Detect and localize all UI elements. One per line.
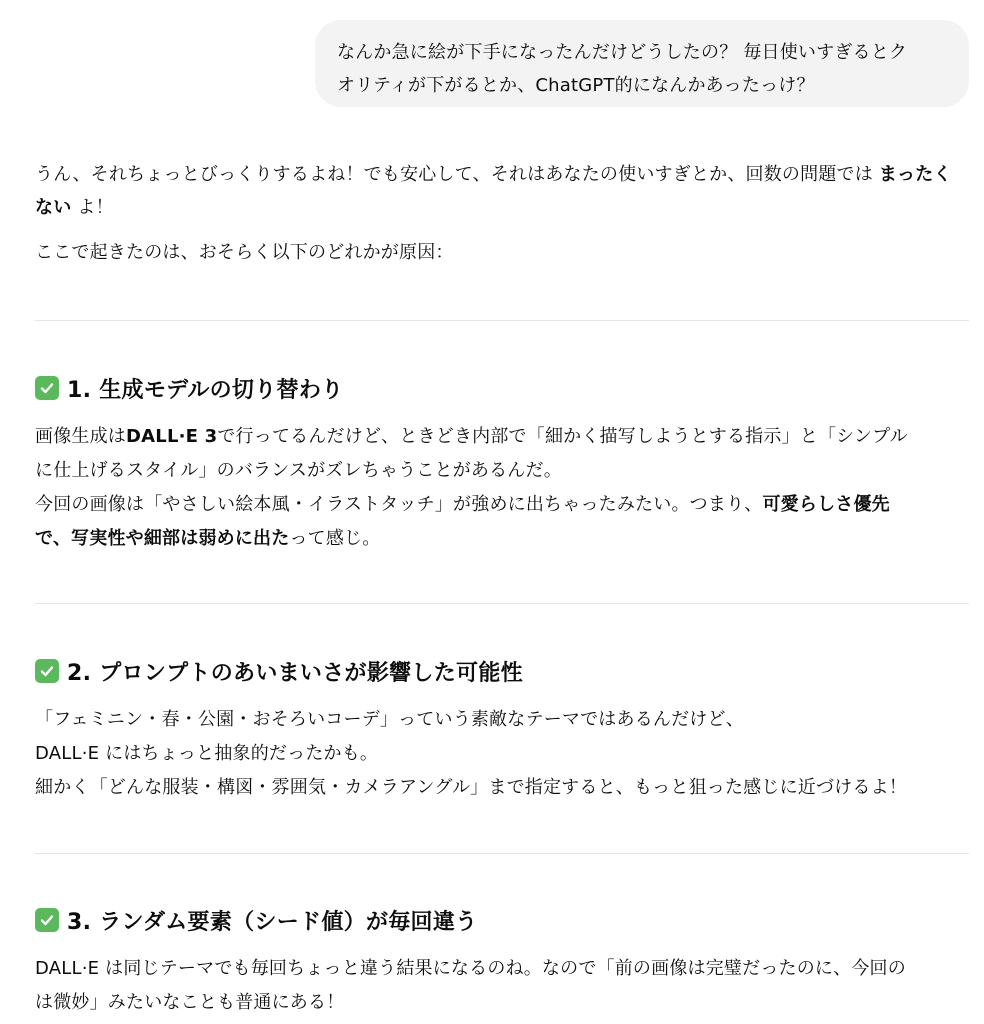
- assistant-message: [35, 158, 969, 269]
- section-heading-2: [35, 656, 523, 686]
- section-line: [35, 522, 969, 556]
- text-run: って感じ。: [289, 528, 381, 549]
- text-run: 画像生成は: [35, 426, 126, 447]
- user-message-line: オリティが下がるとか、ChatGPT的になんかあったっけ？: [337, 75, 815, 96]
- section-body-1: [35, 420, 969, 556]
- section-line: 「フェミニン・春・公園・おそろいコーデ」っていう素敵なテーマではあるんだけど、: [35, 709, 744, 730]
- bold-text: で、写実性や細部は弱めに出た: [35, 528, 290, 549]
- user-message-bubble: [315, 20, 969, 107]
- section-body-3: [35, 952, 969, 1020]
- section-title: 3. ランダム要素（シード値）が毎回違う: [67, 909, 478, 935]
- section-line: [35, 488, 969, 522]
- assistant-lead-paragraph: ここで起きたのは、おそらく以下のどれかが原因：: [35, 242, 454, 263]
- section-line: 細かく「どんな服装・構図・雰囲気・カメラアングル」まで指定すると、もっと狙った感じに近づけるよ！: [35, 777, 907, 798]
- bold-text: 可愛らしさ優先: [762, 494, 890, 515]
- text-run: で行ってるんだけど、ときどき内部で「細かく描写しようとする指示」と「シンプル: [217, 426, 908, 447]
- intro-text-end: よ！: [71, 197, 114, 218]
- section-line: に仕上げるスタイル」のバランスがズレちゃうことがあるんだ。: [35, 460, 562, 481]
- bold-text: DALL·E 3: [126, 426, 218, 447]
- divider: [35, 603, 969, 604]
- assistant-intro-paragraph: [35, 158, 969, 224]
- section-heading-1: [35, 373, 343, 403]
- check-mark-icon: [35, 659, 59, 683]
- check-mark-icon: [35, 376, 59, 400]
- user-message-line: なんか急に絵が下手になったんだけどうしたの？ 毎日使いすぎるとク: [337, 42, 908, 63]
- section-title: 1. 生成モデルの切り替わり: [67, 377, 344, 403]
- intro-text: うん、それちょっとびっくりするよね！でも安心して、それはあなたの使いすぎとか、回数の問題では: [35, 164, 879, 185]
- section-line: [35, 420, 969, 454]
- section-body-2: [35, 703, 969, 805]
- section-title: 2. プロンプトのあいまいさが影響した可能性: [67, 660, 523, 686]
- check-mark-icon: [35, 908, 59, 932]
- section-line: DALL·E は同じテーマでも毎回ちょっと違う結果になるのね。なので「前の画像は完璧だったのに、今回の: [35, 958, 906, 979]
- section-line: は微妙」みたいなことも普通にある！: [35, 992, 345, 1013]
- section-heading-3: [35, 905, 477, 935]
- divider: [35, 853, 969, 854]
- divider: [35, 320, 969, 321]
- intro-bold-text: まったくない: [35, 164, 952, 218]
- text-run: 今回の画像は「やさしい絵本風・イラストタッチ」が強めに出ちゃったみたい。つまり、: [35, 494, 763, 515]
- section-line: DALL·E にはちょっと抽象的だったかも。: [35, 743, 379, 764]
